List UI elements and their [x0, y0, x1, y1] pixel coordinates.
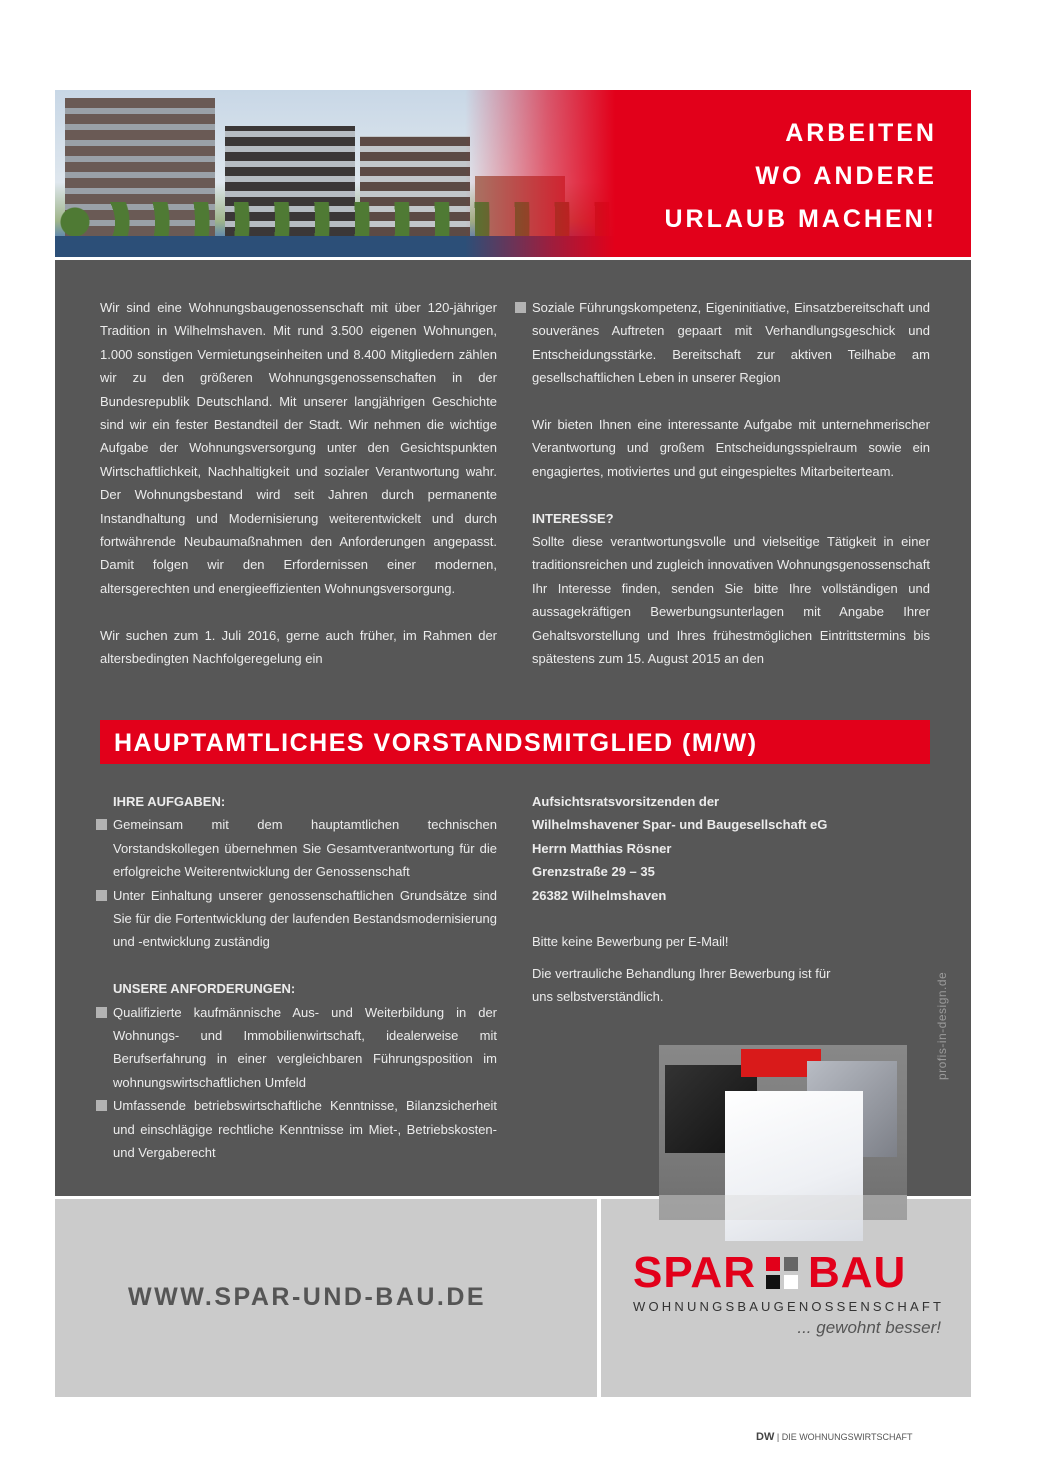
bullet-square-icon	[96, 1100, 107, 1111]
bullet-square-icon	[96, 1007, 107, 1018]
intro-column	[100, 296, 497, 670]
address-line: Grenzstraße 29 – 35	[532, 864, 655, 880]
publication-brand: DW	[756, 1431, 775, 1443]
bullet-square-icon	[96, 819, 107, 830]
waterfront-photo	[55, 90, 615, 258]
bullet-text: Umfassende betriebswirtschaftliche Kenntnisse, Bilanzsicherheit und einschlägige rechtliche Kenntnisse im Miet-, Betriebskosten- und Vergaberecht	[113, 1098, 497, 1161]
interest-heading: INTERESSE?	[532, 510, 614, 526]
bullet-text: Qualifizierte kaufmännische Aus- und Weiterbildung in der Wohnungs- und Immobilienwirtschaft, idealerweise mit Berufserfahrung in einer vergleichbaren Führungsposition im wohnungswirtschaftlichen Umfeld	[113, 1004, 497, 1090]
logo-text-right: BAU	[807, 1248, 907, 1297]
logo-squares-icon	[766, 1257, 798, 1289]
address-line: Aufsichtsratsvorsitzenden der	[532, 794, 720, 809]
bullet-text: Soziale Führungskompetenz, Eigeninitiative, Einsatzbereitschaft und souveränes Auftreten gepaart mit Verhandlungsgeschick und Entscheidungsstärke. Bereitschaft zur aktiven Teilhabe am gesellschaftlichen Leben in unserer Region	[532, 300, 930, 386]
address-column	[532, 790, 872, 1009]
list-item	[113, 813, 497, 883]
no-email-note: Bitte keine Bewerbung per E-Mail!	[532, 934, 729, 950]
publication-name: DIE WOHNUNGSWIRTSCHAFT	[781, 1432, 913, 1442]
spar-bau-logo	[633, 1248, 945, 1338]
tasks-requirements-column	[113, 790, 497, 1164]
logo-subtitle: WOHNUNGSBAUGENOSSENSCHAFT	[633, 1299, 945, 1314]
address-line: 26382 Wilhelmshaven	[532, 887, 667, 903]
bullet-square-icon	[515, 302, 526, 313]
job-title: HAUPTAMTLICHES VORSTANDSMITGLIED (M/W)	[100, 720, 930, 764]
page-footer	[756, 1431, 913, 1443]
list-item	[532, 296, 930, 390]
address-line: Herrn Matthias Rösner	[532, 840, 672, 856]
bullet-square-icon	[96, 890, 107, 901]
image-overlay	[659, 1195, 907, 1220]
designer-credit: profis-in-design.de	[935, 971, 949, 1080]
offer-paragraph: Wir bieten Ihnen eine interessante Aufgabe mit unternehmerischer Verantwortung und großem Entscheidungsspielraum sowie ein engagiertes, motiviertes und gut eingespieltes Mitarbeiterteam.	[532, 417, 930, 479]
intro-paragraph: Wir sind eine Wohnungsbaugenossenschaft mit über 120-jähriger Tradition in Wilhelmshaven. Mit rund 3.500 eigenen Wohnungen, 1.000 sonstigen Vermietungseinheiten und 8.400 Mitgliedern zählen wir zu den größeren Wohnungsgenossenschaften in der Bundesrepublik Deutschland. Mit unserer langjährigen Geschichte sind wir ein fester Bestandteil der Stadt. Wir nehmen die wichtige Aufgabe der Wohnungsversorgung unter den Gesichtspunkten Wirtschaftlichkeit, Nachhaltigkeit und sozialer Verantwortung wahr. Der Wohnungsbestand wird seit Jahren durch permanente Instandhaltung und Modernisierung weiterentwickelt und durch fortwährende Neubaumaßnahmen den Anforderungen angepasst. Damit folgen wir den Erfordernissen einer modernen, altersgerechten und energieeffizienten Wohnungsversorgung.	[100, 300, 497, 596]
footer-url-box	[55, 1199, 597, 1397]
bullet-text: Gemeinsam mit dem hauptamtlichen technischen Vorstandskollegen übernehmen Sie Gesamtverantwortung für die erfolgreiche Weiterentwicklung der Genossenschaft	[113, 817, 497, 880]
bullet-text: Unter Einhaltung unserer genossenschaftlichen Grundsätze sind Sie für die Fortentwicklung der laufenden Bestandsmodernisierung und -entwicklung zuständig	[113, 887, 497, 950]
right-column	[532, 296, 930, 670]
headline-line: WO ANDERE	[755, 162, 937, 190]
confidential-note: Die vertrauliche Behandlung Ihrer Bewerbung ist für uns selbstverständlich.	[532, 965, 831, 1005]
headline-line: URLAUB MACHEN!	[664, 205, 937, 233]
website-link[interactable]: WWW.SPAR-UND-BAU.DE	[128, 1283, 487, 1311]
separator: |	[776, 1432, 782, 1442]
list-item	[113, 1001, 497, 1095]
tasks-heading: IHRE AUFGABEN:	[113, 794, 226, 809]
banner-headline	[664, 112, 937, 241]
logo-text-left: SPAR	[633, 1248, 756, 1297]
logo-tagline: ... gewohnt besser!	[797, 1318, 941, 1337]
list-item	[113, 1094, 497, 1164]
header-banner	[55, 90, 971, 258]
logo-wordmark	[633, 1248, 941, 1297]
red-gradient-fade	[465, 90, 615, 258]
intro-paragraph: Wir suchen zum 1. Juli 2016, gerne auch früher, im Rahmen der altersbedingten Nachfolgeregelung ein	[100, 627, 497, 667]
list-item	[113, 884, 497, 954]
requirements-heading: UNSERE ANFORDERUNGEN:	[113, 981, 296, 997]
cube-seats-image	[659, 1045, 907, 1220]
headline-line: ARBEITEN	[785, 119, 937, 147]
interest-paragraph: Sollte diese verantwortungsvolle und vielseitige Tätigkeit in einer traditionsreichen und zugleich innovativen Wohnungsgenossenschaft Ihr Interesse finden, senden Sie bitte Ihre vollständigen und aussagekräftigen Bewerbungsunterlagen mit Angabe Ihrer Gehaltsvorstellung und Ihres frühestmöglichen Eintrittstermins bis spätestens zum 15. August 2015 an den	[532, 534, 930, 667]
address-line: Wilhelmshavener Spar- und Baugesellschaft eG	[532, 817, 828, 833]
